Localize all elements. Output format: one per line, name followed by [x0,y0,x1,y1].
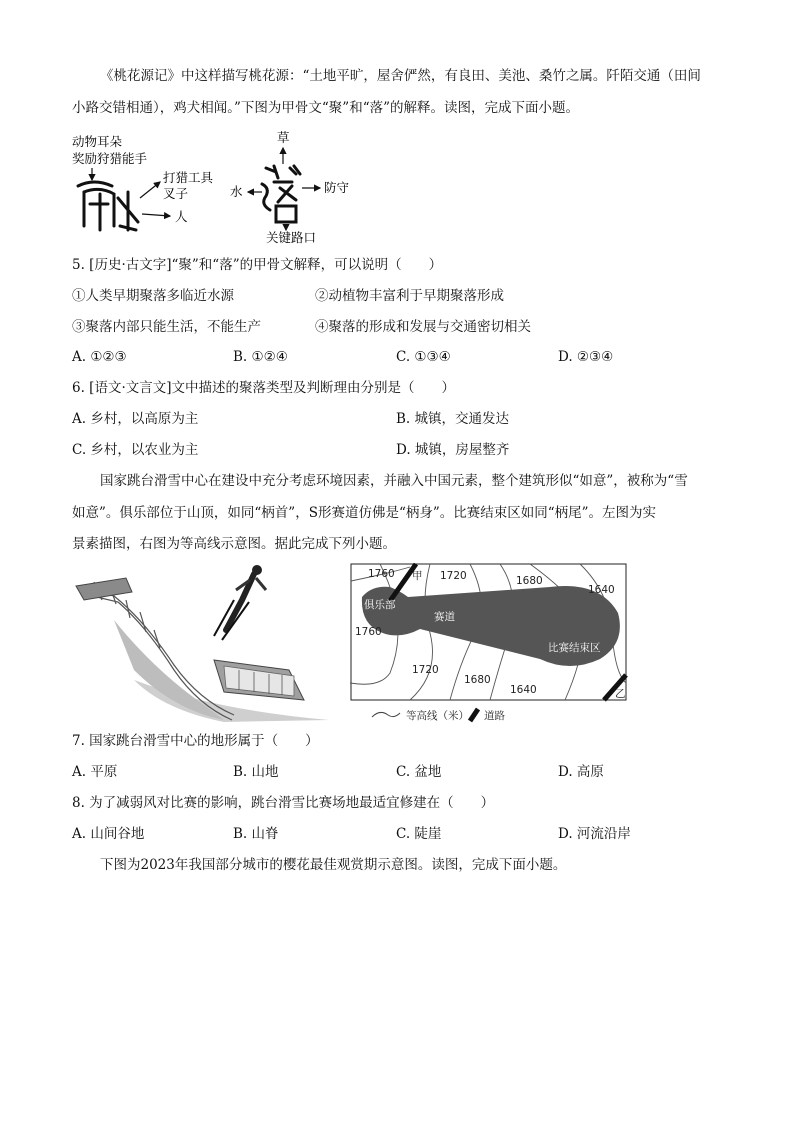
contour-label-1720-b: 1720 [412,664,439,676]
passage1-line2: 小路交错相通），鸡犬相闻。”下图为甲骨文“聚”和“落”的解释。读图，完成下面小题。 [72,100,580,116]
legend-road-symbol [470,709,478,721]
passage1-line1: 《桃花源记》中这样描写桃花源：“土地平旷，屋舍俨然，有良田、美池、桑竹之属。阡陌交通（田间 [100,68,701,84]
label-course: 赛道 [434,611,455,623]
label-person: 人 [175,209,188,224]
q6-option-b[interactable]: B. 城镇，交通发达 [396,411,510,427]
q7-option-c[interactable]: C. 盆地 [396,764,442,780]
label-reward-hunter: 奖励狩猎能手 [72,151,148,166]
q8-option-a[interactable]: A. 山间谷地 [72,826,145,842]
label-jia: 甲 [412,570,423,582]
q7-option-a[interactable]: A. 平原 [72,764,118,780]
q7-option-b[interactable]: B. 山地 [233,764,279,780]
ski-jump-sketch [74,560,344,725]
legend-road-label: 道路 [484,710,505,722]
contour-label-1640-a: 1640 [588,584,615,596]
q6-option-c[interactable]: C. 乡村，以农业为主 [72,442,199,458]
passage2-line3: 景素描图，右图为等高线示意图。据此完成下列小题。 [72,536,396,552]
contour-label-1680-b: 1680 [464,674,491,686]
q7-option-d[interactable]: D. 高原 [558,764,604,780]
q6-option-d[interactable]: D. 城镇，房屋整齐 [396,442,510,458]
q5-option-c[interactable]: C. ①③④ [396,349,451,365]
passage3-line1: 下图为2023年我国部分城市的樱花最佳观赏期示意图。读图，完成下面小题。 [100,857,567,873]
q5-option-d[interactable]: D. ②③④ [558,349,614,365]
luo-glyph [262,166,300,222]
contour-map [350,563,628,728]
contour-label-1720-a: 1720 [440,570,467,582]
contour-label-1760-b: 1760 [355,626,382,638]
q8-stem: 8. 为了减弱风对比赛的影响，跳台滑雪比赛场地最适宜修建在（ ） [72,795,495,811]
q5-item-1: ①人类早期聚落多临近水源 [72,288,234,304]
contour-label-1680-a: 1680 [516,575,543,587]
legend-contour-label: 等高线（米） [406,710,469,722]
label-animal-ear: 动物耳朵 [72,134,123,149]
q5-stem: 5. [历史·古文字]“聚”和“落”的甲骨文解释，可以说明（ ） [72,257,443,273]
q6-stem: 6. [语文·文言文]文中描述的聚落类型及判断理由分别是（ ） [72,380,455,396]
q6-option-a[interactable]: A. 乡村，以高原为主 [72,411,199,427]
passage2-line1: 国家跳台滑雪中心在建设中充分考虑环境因素，并融入中国元素，整个建筑形似“如意”，被称为“雪 [100,473,688,489]
q5-option-a[interactable]: A. ①②③ [72,349,127,365]
ski-jumper [214,565,266,640]
contour-label-1760-a: 1760 [368,568,395,580]
label-finish-area: 比赛结束区 [548,642,601,654]
label-club: 俱乐部 [364,599,396,611]
q7-stem: 7. 国家跳台滑雪中心的地形属于（ ） [72,733,319,749]
q8-option-d[interactable]: D. 河流沿岸 [558,826,631,842]
q8-option-c[interactable]: C. 陡崖 [396,826,442,842]
q8-option-b[interactable]: B. 山脊 [233,826,279,842]
passage2-line2: 如意”。俱乐部位于山顶，如同“柄首”，S形赛道仿佛是“柄身”。比赛结束区如同“柄尾”。左图为实 [72,505,657,521]
q5-item-4: ④聚落的形成和发展与交通密切相关 [315,319,531,335]
label-yi: 乙 [615,688,626,700]
label-key-junction: 关键路口 [266,230,317,244]
q5-item-2: ②动植物丰富利于早期聚落形成 [315,288,504,304]
label-grass: 草 [277,130,290,145]
legend-contour-symbol [372,712,400,717]
label-water: 水 [230,184,243,199]
q5-item-3: ③聚落内部只能生活，不能生产 [72,319,261,335]
label-hunting-tool: 打猎工具 [163,170,214,185]
q5-option-b[interactable]: B. ①②④ [233,349,288,365]
oracle-bone-figure [70,126,370,244]
label-fork: 叉子 [163,186,189,201]
label-defense: 防守 [324,180,350,195]
contour-label-1640-b: 1640 [510,684,537,696]
ju-glyph [78,182,138,230]
